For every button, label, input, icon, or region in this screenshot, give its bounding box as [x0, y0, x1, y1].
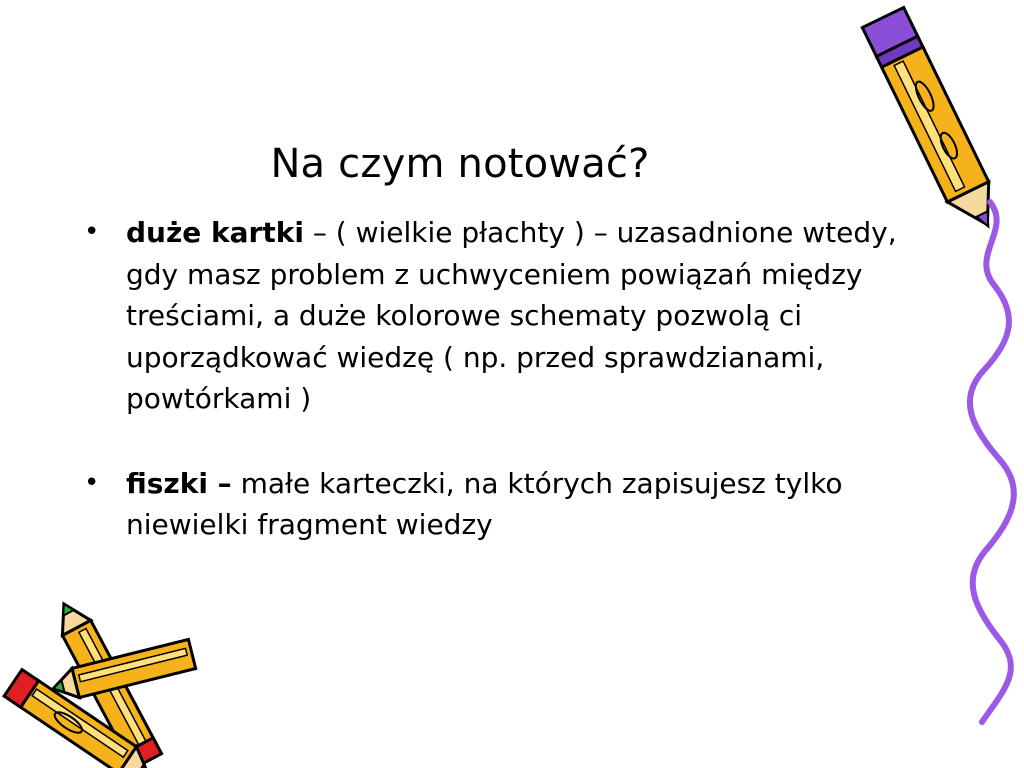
bullet-marker: • [84, 217, 100, 247]
bullet-term: duże kartki [126, 216, 304, 249]
slide-title: Na czym notować? [270, 141, 650, 187]
crossed-pencils-icon [0, 615, 210, 768]
bullet-text: małe karteczki, na których zapisujesz tylko niewielki fragment wiedzy [126, 466, 843, 541]
bullet-list [84, 212, 904, 589]
bullet-text: ( wielkie płachty ) – uzasadnione wtedy, gdy masz problem z uchwyceniem powiązań między treściami, a duże kolorowe schematy pozwolą ci uporządkować wiedzę ( np. przed sprawdzianami, powtórkami ) [126, 216, 897, 415]
bullet-separator: – [303, 216, 336, 249]
squiggle-line [960, 200, 1020, 725]
list-item [84, 212, 904, 420]
bullet-separator [232, 467, 241, 500]
bullet-term: fiszki – [126, 466, 232, 500]
list-item [84, 463, 904, 546]
bullet-marker: • [84, 467, 100, 498]
